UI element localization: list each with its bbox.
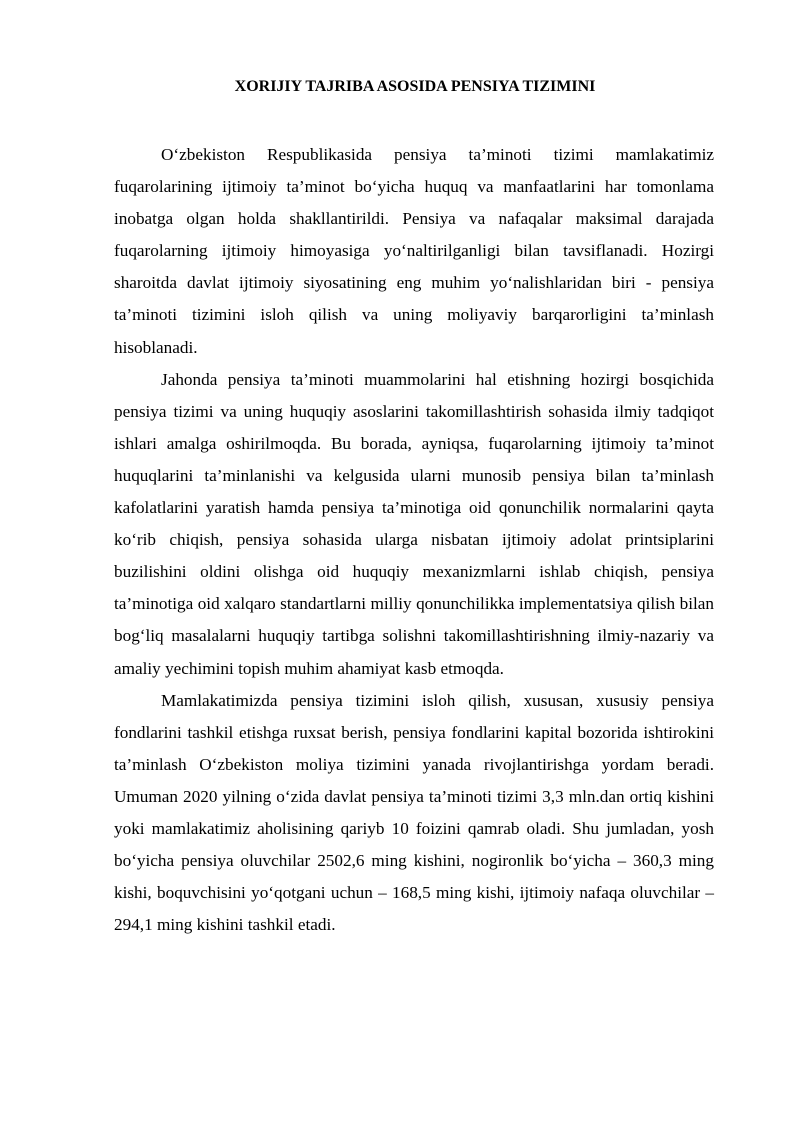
document-body (114, 139, 714, 941)
document-title: XORIJIY TAJRIBA ASOSIDA PENSIYA TIZIMINI (234, 78, 596, 95)
paragraph-2: Jahonda pensiya ta’minoti muammolarini hal etishning hozirgi bosqichida pensiya tizimi va uning huquqiy asoslarini takomillashtirish sohasida ilmiy tadqiqot ishlari amalga oshirilmoqda. Bu borada, ayniqsa, fuqarolarning ijtimoiy ta’minot huquqlarini ta’minlanishi va kelgusida ularni munosib pensiya bilan ta’minlash kafolatlarini yaratish hamda pensiya ta’minotiga oid qonunchilik normalarini qayta ko‘rib chiqish, pensiya sohasida ularga nisbatan ijtimoiy adolat printsiplarini buzilishini oldini olishga oid huquqiy mexanizmlarni ishlab chiqish, pensiya ta’minotiga oid xalqaro standartlarni milliy qonunchilikka implementatsiya qilish bilan bog‘liq masalalarni huquqiy tartibga solishni takomillashtirishning ilmiy-nazariy va amaliy yechimini topish muhim ahamiyat kasb etmoqda. (114, 369, 714, 678)
paragraph-3: Mamlakatimizda pensiya tizimini isloh qilish, xususan, xususiy pensiya fondlarini tashkil etishga ruxsat berish, pensiya fondlarini kapital bozorida ishtirokini ta’minlash O‘zbekiston moliya tizimini yanada rivojlantirishga yordam beradi. Umuman 2020 yilning o‘zida davlat pensiya ta’minoti tizimi 3,3 mln.dan ortiq kishini yoki mamlakatimiz aholisining qariyb 10 foizini qamrab oladi. Shu jumladan, yosh bo‘yicha pensiya oluvchilar 2502,6 ming kishini, nogironlik bo‘yicha – 360,3 ming kishi, boquvchisini yo‘qotgani uchun – 168,5 ming kishi, ijtimoiy nafaqa oluvchilar – 294,1 ming kishini tashkil etadi. (114, 690, 714, 935)
paragraph-1: O‘zbekiston Respublikasida pensiya ta’minoti tizimi mamlakatimiz fuqarolarining ijtimoiy ta’minot bo‘yicha huquq va manfaatlarini har tomonlama inobatga olgan holda shakllantirildi. Pensiya va nafaqalar maksimal darajada fuqarolarning ijtimoiy himoyasiga yo‘naltirilganligi bilan tavsiflanadi. Hozirgi sharoitda davlat ijtimoiy siyosatining eng muhim yo‘nalishlaridan biri - pensiya ta’minoti tizimini isloh qilish va uning moliyaviy barqarorligini ta’minlash hisoblanadi. (114, 145, 714, 357)
